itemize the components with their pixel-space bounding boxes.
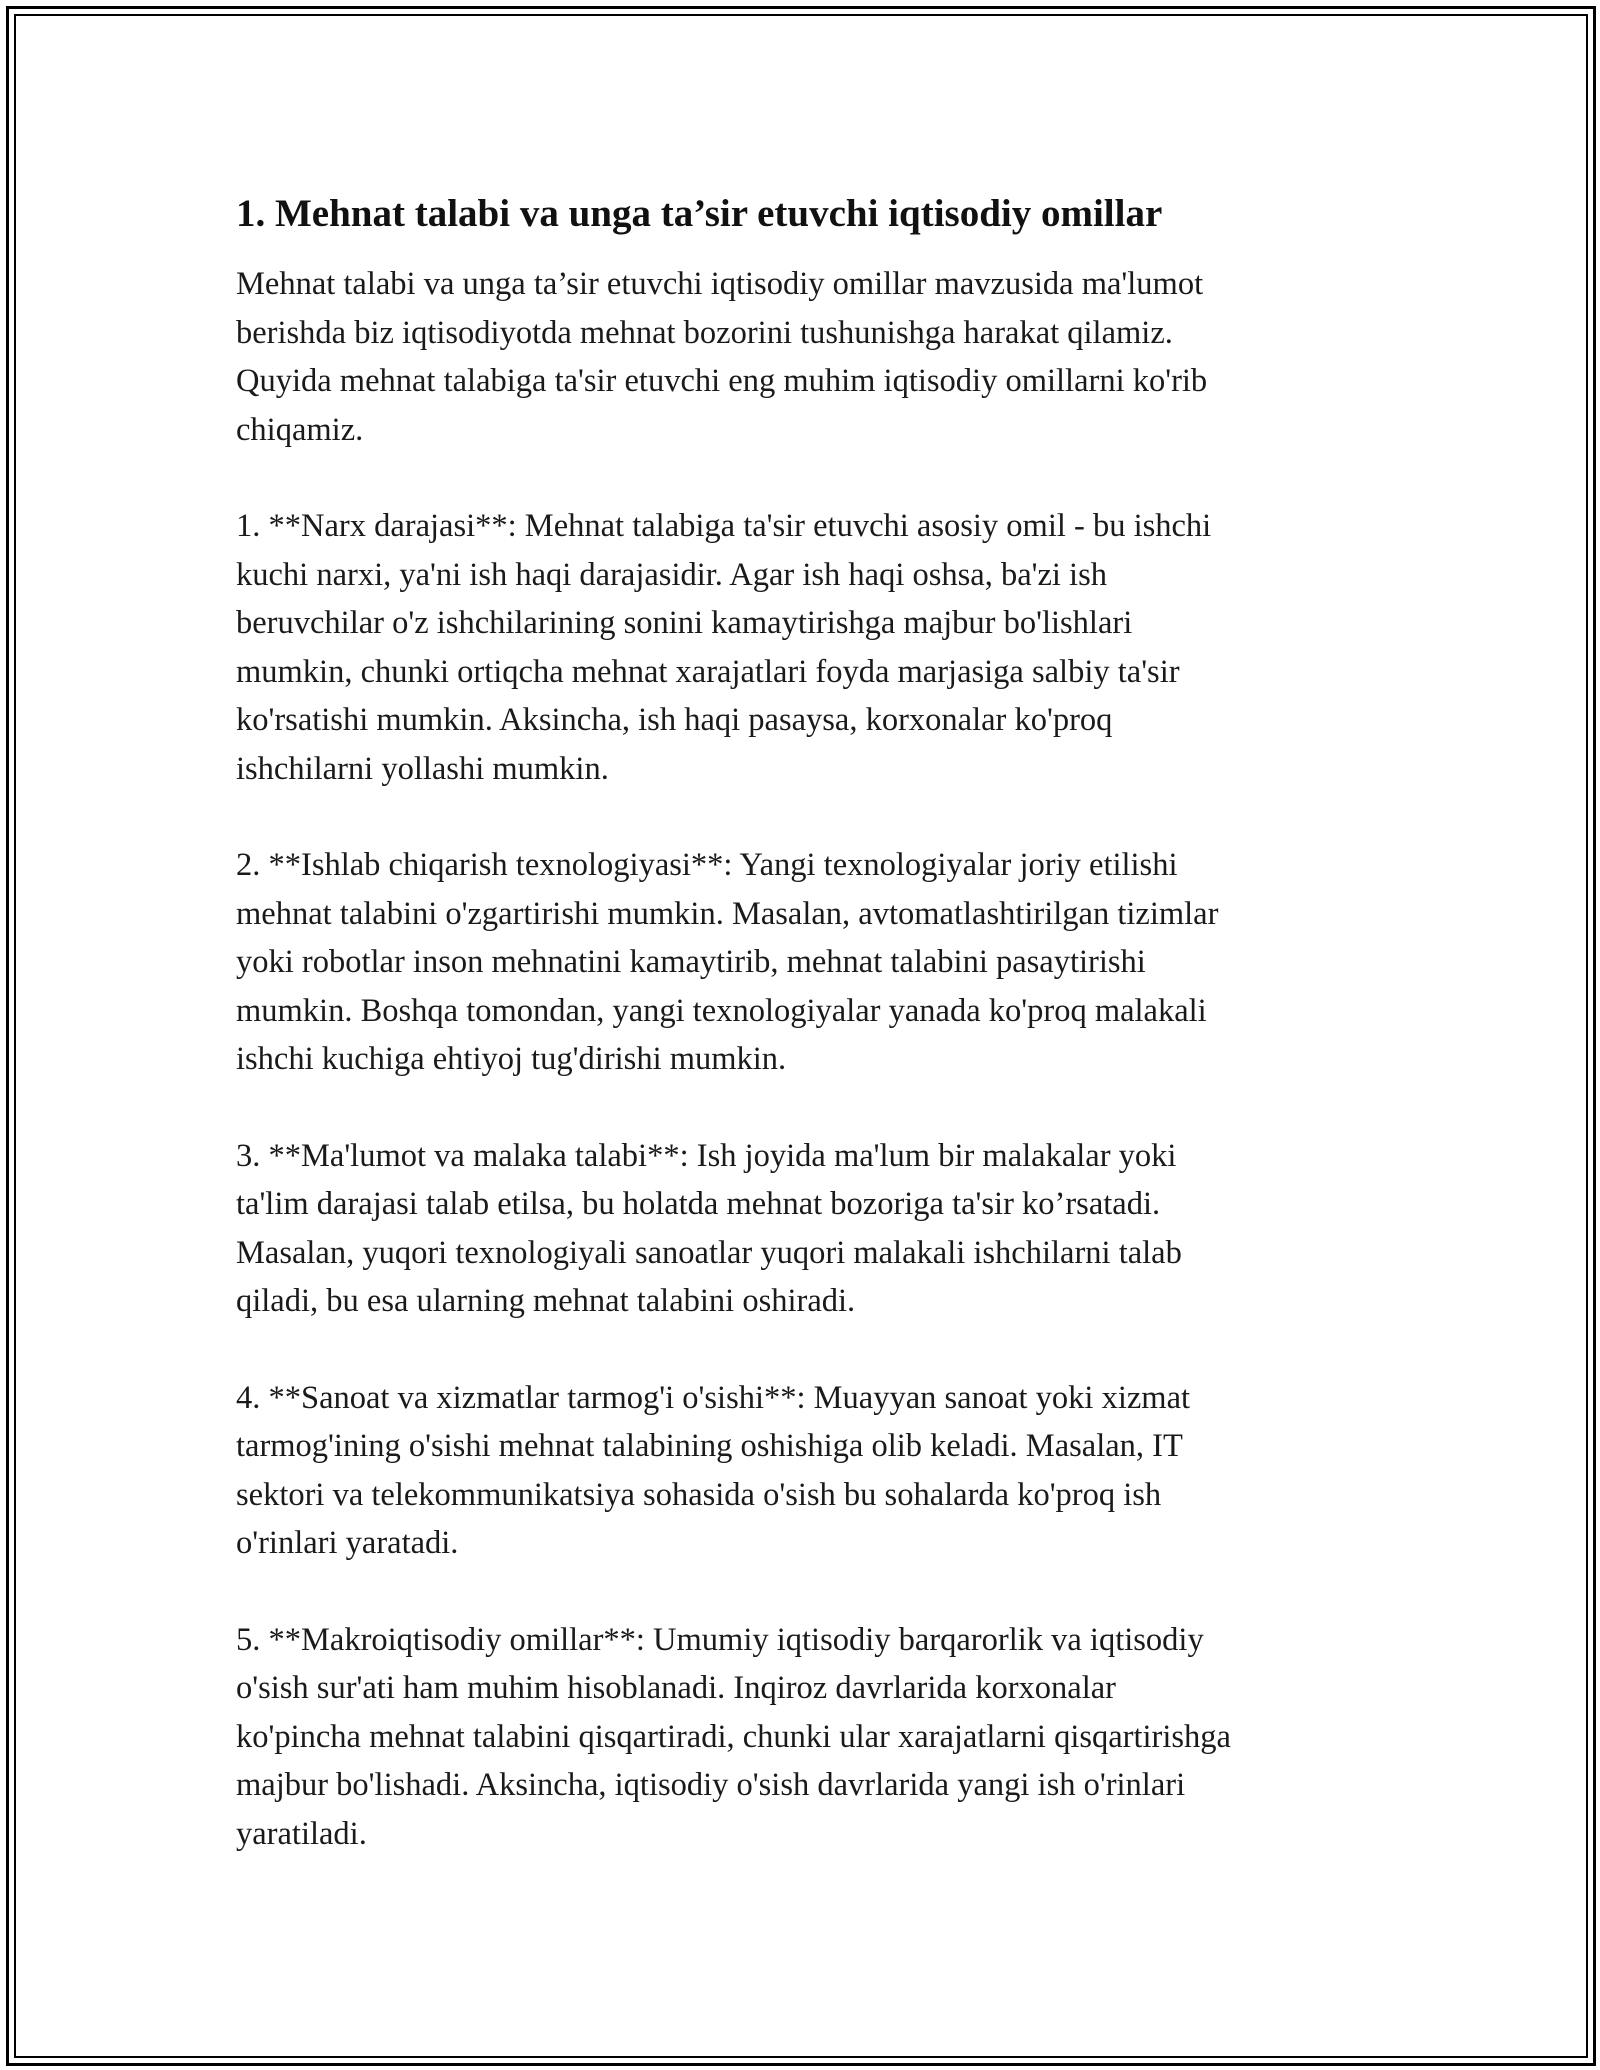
text-line: majbur bo'lishadi. Aksincha, iqtisodiy o'sish davrlarida yangi ish o'rinlari (236, 1767, 1186, 1803)
text-line: 2. **Ishlab chiqarish texnologiyasi**: Yangi texnologiyalar joriy etilishi (236, 847, 1178, 883)
text-line: ta'lim darajasi talab etilsa, bu holatda mehnat bozoriga ta'sir ko’rsatadi. (236, 1186, 1161, 1222)
paragraph-list (236, 260, 1366, 1858)
factor-paragraph-4 (236, 1374, 1366, 1568)
text-line: mumkin. Boshqa tomondan, yangi texnologiyalar yanada ko'proq malakali (236, 992, 1207, 1029)
text-line: yaratiladi. (236, 1815, 367, 1852)
text-line: 3. **Ma'lumot va malaka talabi**: Ish joyida ma'lum bir malakalar yoki (236, 1137, 1177, 1174)
text-line: Quyida mehnat talabiga ta'sir etuvchi eng muhim iqtisodiy omillarni ko'rib (236, 363, 1208, 399)
text-line: tarmog'ining o'sishi mehnat talabining oshishiga olib keladi. Masalan, IT (236, 1428, 1183, 1464)
text-line: Mehnat talabi va unga ta’sir etuvchi iqtisodiy omillar mavzusida ma'lumot (236, 266, 1204, 302)
text-line: 5. **Makroiqtisodiy omillar**: Umumiy iqtisodiy barqarorlik va iqtisodiy (236, 1621, 1204, 1658)
text-line: 1. **Narx darajasi**: Mehnat talabiga ta'sir etuvchi asosiy omil - bu ishchi (236, 508, 1212, 544)
text-line: ko'pincha mehnat talabini qisqartiradi, chunki ular xarajatlarni qisqartirishga (236, 1718, 1231, 1755)
text-line: mumkin, chunki ortiqcha mehnat xarajatlari foyda marjasiga salbiy ta'sir (236, 653, 1180, 690)
text-line: chiqamiz. (236, 411, 364, 448)
factor-paragraph-2 (236, 841, 1366, 1084)
text-line: o'rinlari yaratadi. (236, 1525, 459, 1561)
text-line: mehnat talabini o'zgartirishi mumkin. Masalan, avtomatlashtirilgan tizimlar (236, 895, 1219, 932)
document-title: 1. Mehnat talabi va unga ta’sir etuvchi iqtisodiy omillar (236, 192, 1163, 235)
document-body (236, 188, 1366, 1906)
text-line: yoki robotlar inson mehnatini kamaytirib, mehnat talabini pasaytirishi (236, 944, 1146, 980)
intro-paragraph (236, 260, 1366, 454)
factor-paragraph-1 (236, 502, 1366, 793)
text-line: sektori va telekommunikatsiya sohasida o'sish bu sohalarda ko'proq ish (236, 1476, 1162, 1513)
text-line: beruvchilar o'z ishchilarining sonini kamaytirishga majbur bo'lishlari (236, 605, 1133, 641)
text-line: ko'rsatishi mumkin. Aksincha, ish haqi pasaysa, korxonalar ko'proq (236, 702, 1113, 738)
text-line: qiladi, bu esa ularning mehnat talabini oshiradi. (236, 1283, 856, 1319)
text-line: o'sish sur'ati ham muhim hisoblanadi. Inqiroz davrlarida korxonalar (236, 1670, 1116, 1706)
text-line: berishda biz iqtisodiyotda mehnat bozorini tushunishga harakat qilamiz. (236, 314, 1173, 351)
text-line: Masalan, yuqori texnologiyali sanoatlar yuqori malakali ishchilarni talab (236, 1234, 1182, 1271)
text-line: ishchilarni yollashi mumkin. (236, 750, 609, 787)
text-line: 4. **Sanoat va xizmatlar tarmog'i o'sishi**: Muayyan sanoat yoki xizmat (236, 1379, 1191, 1416)
text-line: kuchi narxi, ya'ni ish haqi darajasidir. Agar ish haqi oshsa, ba'zi ish (236, 556, 1107, 593)
text-line: ishchi kuchiga ehtiyoj tug'dirishi mumkin. (236, 1041, 787, 1077)
factor-paragraph-3 (236, 1132, 1366, 1326)
factor-paragraph-5 (236, 1616, 1366, 1859)
